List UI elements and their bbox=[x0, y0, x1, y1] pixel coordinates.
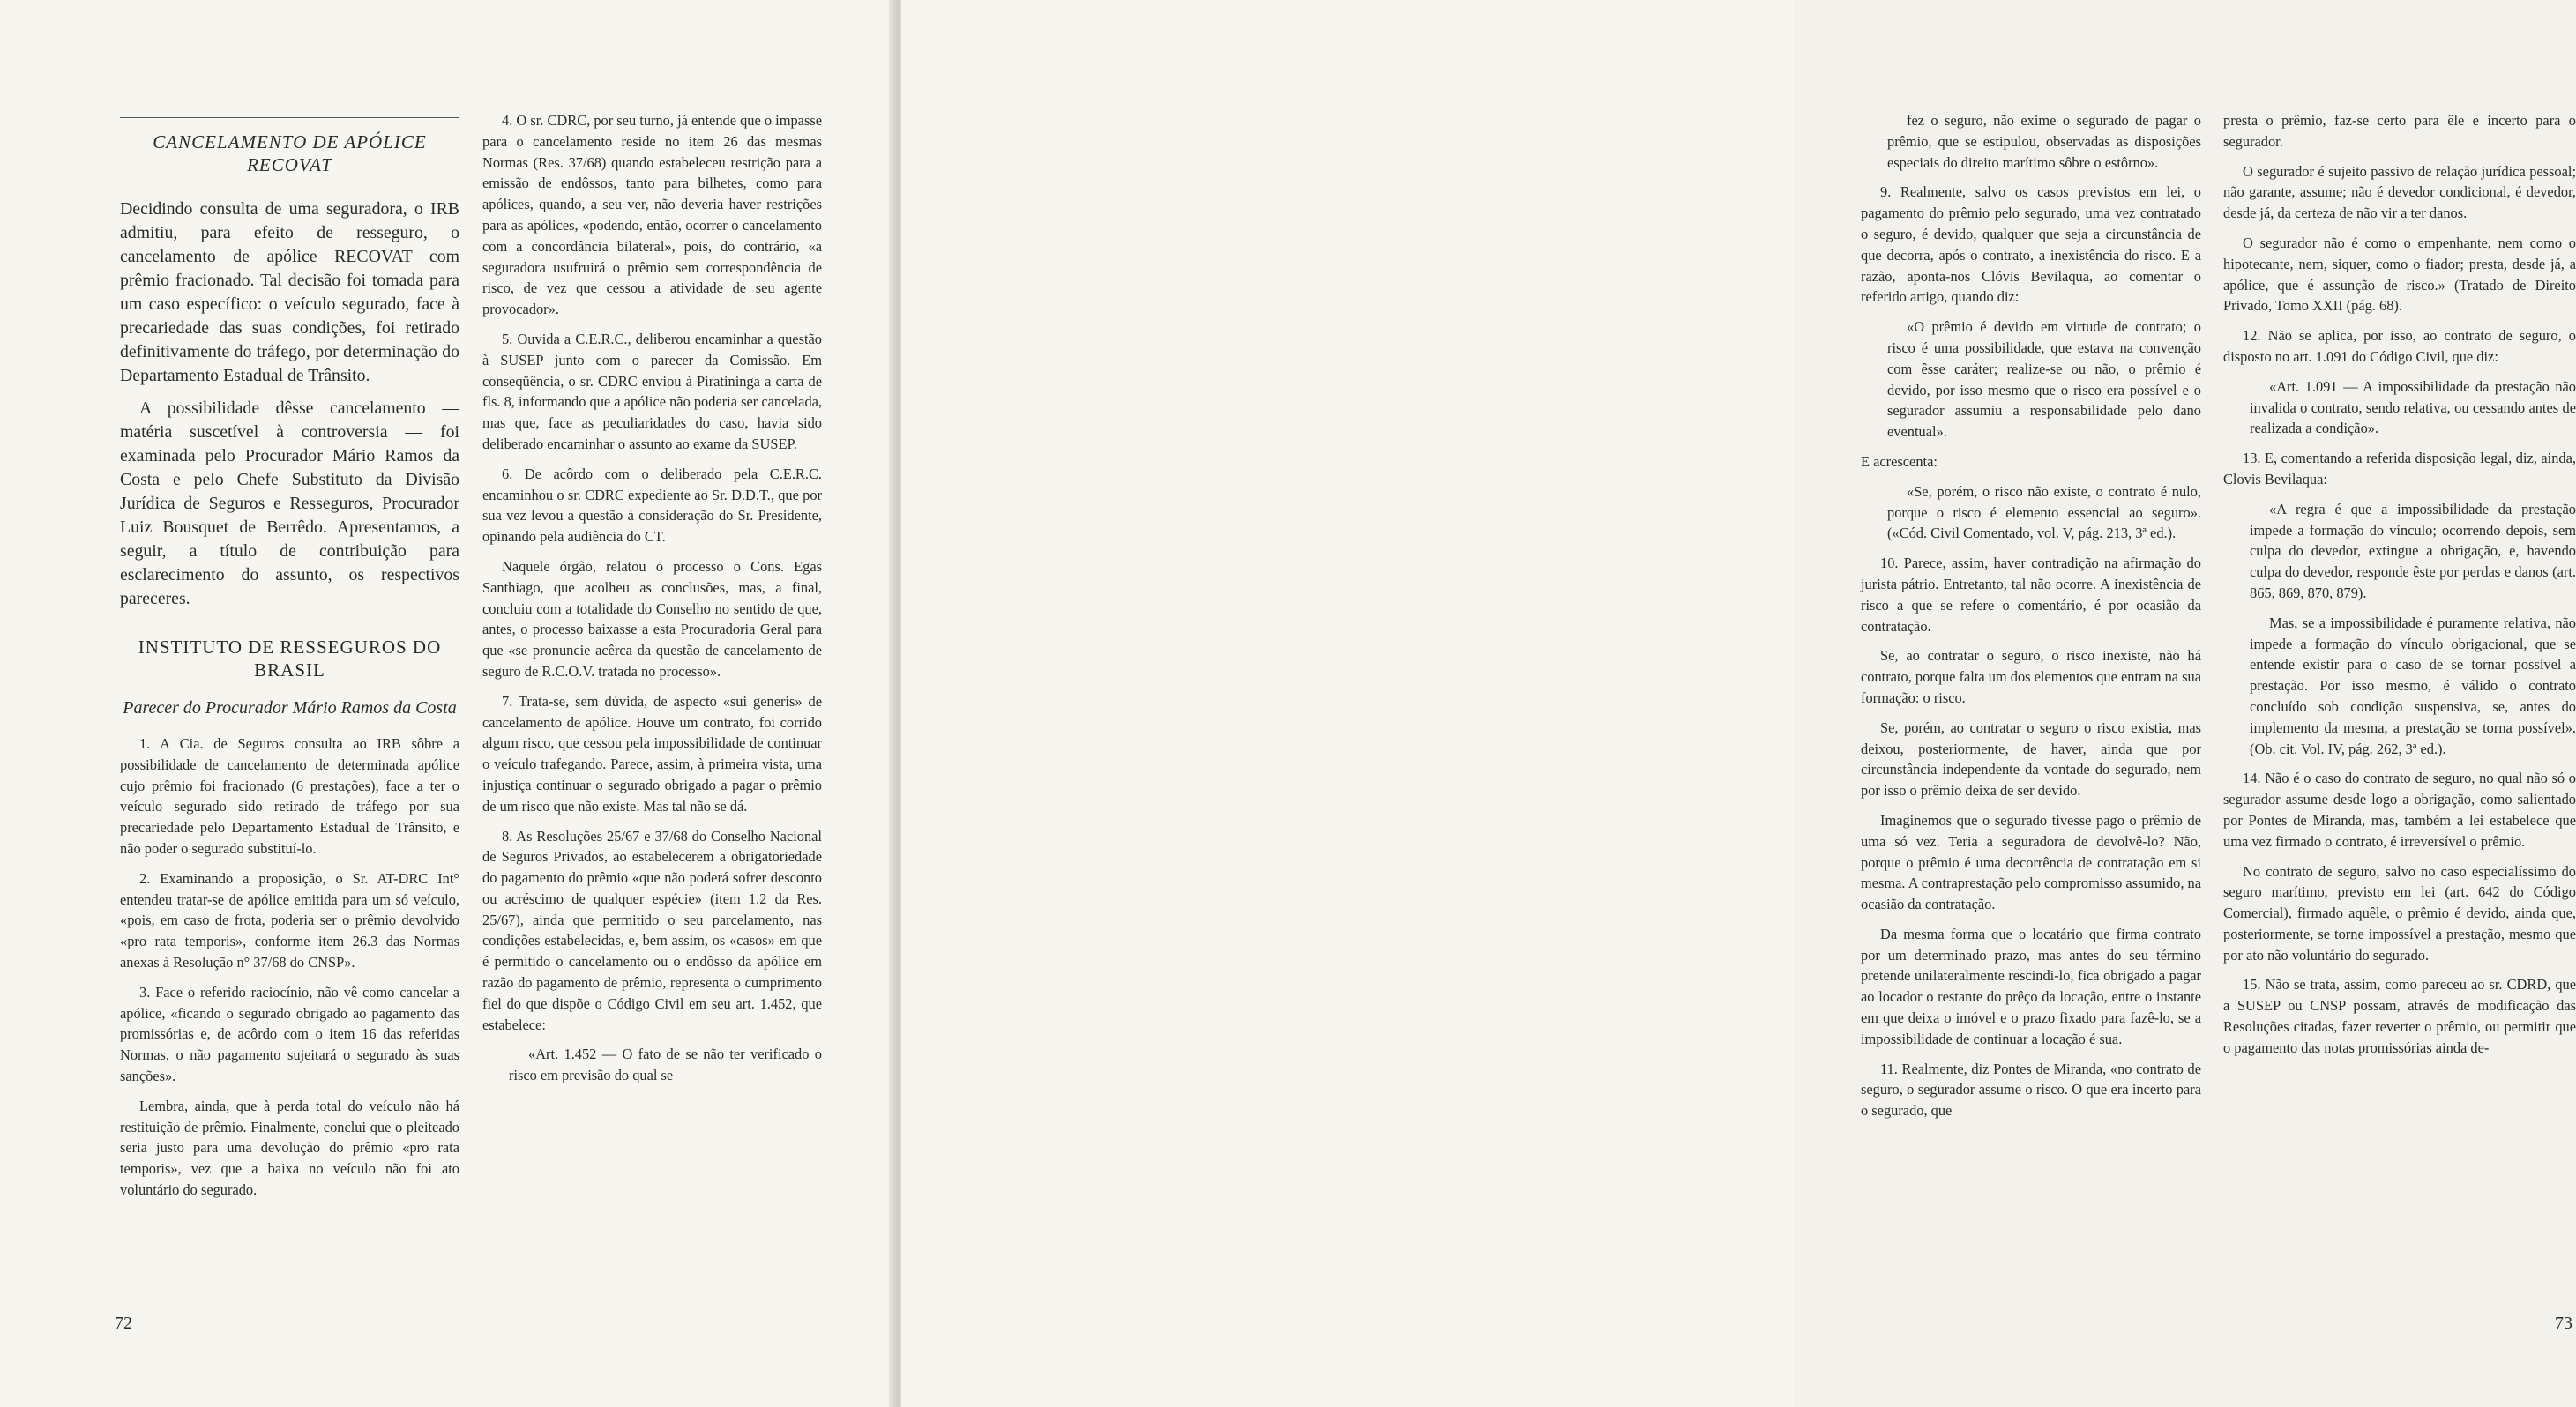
column-4 bbox=[2223, 110, 2576, 1068]
paragraph: 2. Examinando a proposição, o Sr. AT-DRC Int° entendeu tratar-se de apólice emitida para um só veículo, «pois, em caso de frota, poderia ser o prêmio devolvido «pro rata temporis», conforme item 26.3 das Normas anexas à Resolução n° 37/68 do CNSP». bbox=[120, 869, 459, 971]
quote-paragraph: «Se, porém, o risco não existe, o contrato é nulo, porque o risco é elemento essencial ao seguro». («Cód. Civil Comentado, vol. V, pág. 213, 3ª ed.). bbox=[1887, 482, 2201, 542]
paragraph: 14. Não é o caso do contrato de seguro, no qual não só o segurador assume desde logo a obrigação, como salientado por Pontes de Miranda, mas, também a lei estabelece que uma vez firmado o contrato, é irreversível o prêmio. bbox=[2223, 770, 2576, 850]
left-page bbox=[0, 0, 892, 1407]
paragraph: 1. A Cia. de Seguros consulta ao IRB sôbre a possibilidade de cancelamento de determinada apólice cujo prêmio foi fracionado (6 prestações), face a ter o veículo segurado sido retirado de tráfego por sua precariedade pelo Departamento Estadual de Trânsito, e não poder o segurado substituí-lo. bbox=[120, 735, 459, 857]
paragraph: 11. Realmente, diz Pontes de Miranda, «no contrato de seguro, o segurador assume o risco. O que era incerto para o segurado, que bbox=[1861, 1060, 2201, 1120]
quote-paragraph: «A regra é que a impossibilidade da prestação impede a formação do vínculo; ocorrendo depois, sem culpa do devedor, extingue a obrigação, e, havendo culpa do devedor, responde êste por perdas e danos (art. 865, 869, 870, 879). bbox=[2250, 500, 2576, 601]
intro-paragraph: Decidindo consulta de uma seguradora, o IRB admitiu, para efeito de resseguro, o cancelamento de apólice RECOVAT com prêmio fracionado. Tal decisão foi tomada para um caso específico: o veículo segurado, face à precariedade das suas condições, foi retirado definitivamente do tráfego, por determinação do Departamento Estadual de Trânsito. bbox=[120, 199, 459, 385]
article-title: CANCELAMENTO DE APÓLICE RECOVAT bbox=[153, 131, 427, 175]
paragraph: O segurador não é como o empenhante, nem como o hipotecante, nem, siquer, como o fiador; presta, desde já, a apólice, que é assunção de risco.» (Tratado de Direito Privado, Tomo XXII (pág. 68). bbox=[2223, 234, 2576, 315]
paragraph: 10. Parece, assim, haver contradição na afirmação do jurista pátrio. Entretanto, tal não ocorre. A inexistência de risco a que se refere o comentário, é por ocasião da contratação. bbox=[1861, 555, 2201, 635]
paragraph: Se, ao contratar o seguro, o risco inexiste, não há contrato, porque falta um dos elementos que entram na sua formação: o risco. bbox=[1861, 647, 2201, 706]
paragraph: 12. Não se aplica, por isso, ao contrato de seguro, o disposto no art. 1.091 do Código Civil, que diz: bbox=[2223, 327, 2576, 365]
paragraph: 6. De acôrdo com o deliberado pela C.E.R.C. encaminhou o sr. CDRC expediente ao Sr. D.D.T., que por sua vez levou a questão à consideração do Sr. Presidente, opinando pela audiência do CT. bbox=[482, 465, 822, 546]
quote-paragraph: «Art. 1.091 — A impossibilidade da prestação não invalida o contrato, sendo relativa, ou cessando antes de realizada a condição». bbox=[2250, 377, 2576, 437]
paragraph: 4. O sr. CDRC, por seu turno, já entende que o impasse para o cancelamento reside no item 26 das mesmas Normas (Res. 37/68) quando estabeleceu restrição para a emissão de endôssos, tanto para bilhetes, como para apólices, quando, a seu ver, não deveria haver restrições para as apólices, «podendo, então, ocorrer o cancelamento com a concordância bilateral», pois, do contrário, «a seguradora usufruirá o prêmio sem correspondência de risco, de vez que cessou a atividade de seu agente provocador». bbox=[482, 112, 822, 318]
paragraph: 13. E, comentando a referida disposição legal, diz, ainda, Clovis Bevilaqua: bbox=[2223, 450, 2576, 488]
institute-heading: INSTITUTO DE RESSEGUROS DO BRASIL bbox=[138, 636, 442, 681]
page-number-right: 73 bbox=[2555, 1314, 2572, 1333]
page-number-left: 72 bbox=[115, 1314, 132, 1333]
paragraph: 9. Realmente, salvo os casos previstos em lei, o pagamento do prêmio pelo segurado, uma vez contratado o seguro, é devido, qualquer que seja a circunstância de que decorra, após o contrato, a inexistência do risco. E a razão, aponta-nos Clóvis Bevilaqua, ao comentar o referido artigo, quando diz: bbox=[1861, 183, 2201, 306]
paragraph: Naquele órgão, relatou o processo o Cons. Egas Santhiago, que acolheu as conclusões, mas, a final, concluiu com a totalidade do Conselho no sentido de que, antes, o processo baixasse a esta Procuradoria Geral para que «se pronuncie acêrca da questão de cancelamento de seguro de R.C.O.V. tratada no processo». bbox=[482, 557, 822, 680]
quote-paragraph: «O prêmio é devido em virtude de contrato; o risco é uma possibilidade, que estava na convenção com êsse caráter; realize-se ou não, o prêmio é devido, por isso mesmo que o risco era possível e o segurador assumiu a responsabilidade pelo dano eventual». bbox=[1887, 318, 2201, 441]
paragraph: Se, porém, ao contratar o seguro o risco existia, mas deixou, posteriormente, de haver, ainda que por circunstância independente da vontade do segurado, nem por isso o prêmio deixa de ser devido. bbox=[1861, 718, 2201, 800]
column-3 bbox=[1861, 110, 2201, 1130]
paragraph: O segurador é sujeito passivo de relação jurídica pessoal; não garante, assume; não é devedor condicional, é devedor, desde já, da certeza de não vir a ter danos. bbox=[2223, 162, 2576, 222]
quote-paragraph: «Art. 1.452 — O fato de se não ter verificado o risco em previsão do qual se bbox=[509, 1046, 822, 1084]
column-2 bbox=[482, 110, 822, 1095]
paragraph: Imaginemos que o segurado tivesse pago o prêmio de uma só vez. Teria a seguradora de devolvê-lo? Não, porque o prêmio é uma decorrência de contratação em si mesma. A contraprestação pelo compromisso assumido, na ocasião da contratação. bbox=[1861, 811, 2202, 913]
column-1 bbox=[120, 110, 459, 1210]
paragraph: No contrato de seguro, salvo no caso especialíssimo do seguro marítimo, previsto em lei (art. 642 do Código Comercial), firmado aquêle, o prêmio é devido, ainda que, posteriormente, se torne impossível a prestação, mesmo que por ato não voluntário do segurado. bbox=[2223, 862, 2576, 964]
intro bbox=[120, 197, 459, 611]
opinion-subtitle: Parecer do Procurador Mário Ramos da Costa bbox=[123, 698, 457, 718]
paragraph: Da mesma forma que o locatário que firma contrato por um determinado prazo, mas antes do seu término pretende unilateralmente rescindi-lo, fica obrigado a pagar ao locador o restante do prêço da locação, entre o instante em que deixa o imóvel e o prazo fixado para fazê-lo, se a impossibilidade de continuar a locação é sua. bbox=[1861, 925, 2201, 1047]
paragraph: presta o prêmio, faz-se certo para êle e incerto para o segurador. bbox=[2223, 112, 2576, 150]
paragraph: 7. Trata-se, sem dúvida, de aspecto «sui generis» de cancelamento de apólice. Houve um contrato, foi corrido algum risco, que cessou pela impossibilidade de continuar o veículo trafegando. Parece, assim, à primeira vista, uma injustiça continuar o segurado obrigado a pagar o prêmio de um risco que não existe. Mas tal não se dá. bbox=[482, 692, 822, 815]
quote-paragraph: Mas, se a impossibilidade é puramente relativa, não impede a formação do vínculo obrigacional, que se entende existir para o caso de se tornar possível a prestação. Por isso mesmo, é válido o contrato concluído sob condição suspensiva, se, antes do implemento da mesma, a prestação se torna possível». (Ob. cit. Vol. IV, pág. 262, 3ª ed.). bbox=[2250, 614, 2576, 757]
right-page bbox=[901, 0, 2576, 1407]
paragraph: Lembra, ainda, que à perda total do veículo não há restituição de prêmio. Finalmente, conclui que o pleiteado seria justo para uma devolução do prêmio «pro rata temporis», vez que a baixa no veículo não foi ato voluntário do segurado. bbox=[120, 1097, 459, 1198]
quote-paragraph: fez o seguro, não exime o segurado de pagar o prêmio, que se estipulou, observadas as disposições especiais do direito marítimo sôbre o estôrno». bbox=[1887, 112, 2201, 171]
paragraph: 8. As Resoluções 25/67 e 37/68 do Conselho Nacional de Seguros Privados, ao estabelecerem a obrigatoriedade do pagamento do prêmio «que não poderá sofrer desconto ou acréscimo de qualquer espécie» (item 1.2 da Res. 25/67), ainda que permitido o seu parcelamento, nas condições estabelecidas, e, bem assim, os «casos» em que é permitido o cancelamento ou o endôsso da apólice em razão do pagamento de prêmio, representa o cumprimento fiel do que dispõe o Código Civil em seu art. 1.452, que estabelece: bbox=[482, 827, 822, 1033]
title-rule bbox=[120, 117, 459, 118]
intro-paragraph: A possibilidade dêsse cancelamento — matéria suscetível à controversia — foi examinada pelo Procurador Mário Ramos da Costa e pelo Chefe Substituto da Divisão Jurídica de Seguros e Resseguros, Procurador Luiz Bousquet de Berrêdo. Apresentamos, a seguir, a título de contribuição para esclarecimento do assunto, os respectivos pareceres. bbox=[120, 398, 459, 608]
paragraph: 3. Face o referido raciocínio, não vê como cancelar a apólice, «ficando o segurado obrigado ao pagamento das promissórias e, de acôrdo com o item 16 das referidas Normas, o não pagamento sujeitará o segurado às suas sanções». bbox=[120, 983, 459, 1084]
paragraph: 15. Não se trata, assim, como pareceu ao sr. CDRD, que a SUSEP ou CNSP possam, através de modificação das Resoluções citadas, fazer reverter o prêmio, ou permitir que o pagamento das notas promissórias ainda de- bbox=[2223, 976, 2576, 1056]
paragraph: E acrescenta: bbox=[1861, 452, 1938, 470]
paragraph: 5. Ouvida a C.E.R.C., deliberou encaminhar a questão à SUSEP junto com o parecer da Comissão. Em conseqüência, o sr. CDRC enviou à Piratininga a carta de fls. 8, informando que a apólice não poderia ser cancelada, mas que, face as peculiaridades do caso, havia sido deliberado encaminhar o assunto ao exame da SUSEP. bbox=[482, 330, 823, 452]
